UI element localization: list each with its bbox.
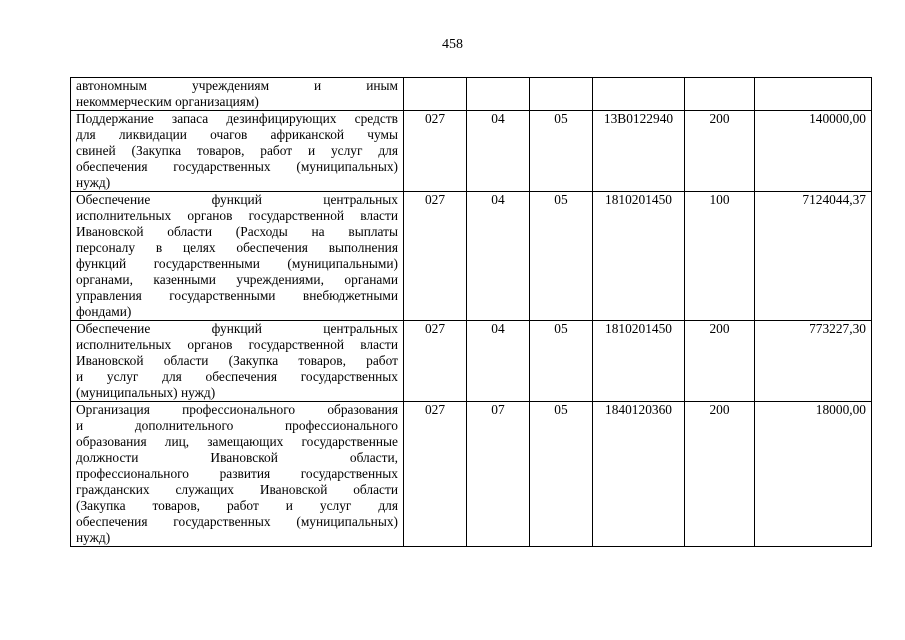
expense-type-cell: 100 xyxy=(685,192,755,321)
description-line: Поддержание запаса дезинфицирующих средств xyxy=(76,111,398,126)
section-cell: 04 xyxy=(467,111,530,192)
description-line: гражданских служащих Ивановской области xyxy=(76,482,398,497)
description-line: образования лиц, замещающих государственные xyxy=(76,434,398,449)
section-cell xyxy=(467,78,530,111)
description-line: исполнительных органов государственной власти xyxy=(76,208,398,223)
amount-cell: 140000,00 xyxy=(755,111,872,192)
grbs-code-cell: 027 xyxy=(404,192,467,321)
budget-table xyxy=(70,77,872,547)
description-line: управления государственными внебюджетными xyxy=(76,288,398,303)
grbs-code-cell xyxy=(404,78,467,111)
description-line: нужд) xyxy=(76,175,111,190)
budget-table-body xyxy=(71,78,872,547)
expense-type-cell: 200 xyxy=(685,111,755,192)
row-description xyxy=(71,192,404,321)
amount-cell xyxy=(755,78,872,111)
page-number: 458 xyxy=(442,37,463,52)
section-cell: 07 xyxy=(467,402,530,547)
description-line: органами, казенными учреждениями, органами xyxy=(76,272,398,287)
description-line: Организация профессионального образования xyxy=(76,402,398,417)
description-line: (Закупка товаров, работ и услуг для xyxy=(76,498,398,513)
description-line: Ивановской области (Расходы на выплаты xyxy=(76,224,398,239)
target-article-cell: 1840120360 xyxy=(593,402,685,547)
description-line: должности Ивановской области, xyxy=(76,450,398,465)
target-article-cell: 13В0122940 xyxy=(593,111,685,192)
table-row xyxy=(71,402,872,547)
description-line: некоммерческим организациям) xyxy=(76,94,259,109)
description-line: обеспечения государственных (муниципальных) xyxy=(76,514,398,529)
description-line: исполнительных органов государственной власти xyxy=(76,337,398,352)
grbs-code-cell: 027 xyxy=(404,402,467,547)
subsection-cell: 05 xyxy=(530,111,593,192)
description-line: обеспечения государственных (муниципальных) xyxy=(76,159,398,174)
description-line: Ивановской области (Закупка товаров, работ xyxy=(76,353,398,368)
row-description xyxy=(71,402,404,547)
amount-cell: 773227,30 xyxy=(755,321,872,402)
description-line: Обеспечение функций центральных xyxy=(76,192,398,207)
grbs-code-cell: 027 xyxy=(404,321,467,402)
description-line: нужд) xyxy=(76,530,111,545)
subsection-cell xyxy=(530,78,593,111)
section-cell: 04 xyxy=(467,192,530,321)
table-row xyxy=(71,111,872,192)
description-line: профессионального развития государственных xyxy=(76,466,398,481)
description-line: автономным учреждениям и иным xyxy=(76,78,398,93)
target-article-cell: 1810201450 xyxy=(593,321,685,402)
target-article-cell xyxy=(593,78,685,111)
description-line: персоналу в целях обеспечения выполнения xyxy=(76,240,398,255)
subsection-cell: 05 xyxy=(530,402,593,547)
row-description xyxy=(71,321,404,402)
target-article-cell: 1810201450 xyxy=(593,192,685,321)
description-line: функций государственными (муниципальными) xyxy=(76,256,398,271)
expense-type-cell: 200 xyxy=(685,321,755,402)
description-line: (муниципальных) нужд) xyxy=(76,385,216,400)
section-cell: 04 xyxy=(467,321,530,402)
description-line: и дополнительного профессионального xyxy=(76,418,398,433)
table-row xyxy=(71,192,872,321)
subsection-cell: 05 xyxy=(530,192,593,321)
expense-type-cell: 200 xyxy=(685,402,755,547)
expense-type-cell xyxy=(685,78,755,111)
amount-cell: 7124044,37 xyxy=(755,192,872,321)
description-line: свиней (Закупка товаров, работ и услуг для xyxy=(76,143,398,158)
description-line: для ликвидации очагов африканской чумы xyxy=(76,127,398,142)
grbs-code-cell: 027 xyxy=(404,111,467,192)
row-description xyxy=(71,111,404,192)
row-description xyxy=(71,78,404,111)
description-line: Обеспечение функций центральных xyxy=(76,321,398,336)
table-row xyxy=(71,78,872,111)
table-row xyxy=(71,321,872,402)
description-line: и услуг для обеспечения государственных xyxy=(76,369,398,384)
amount-cell: 18000,00 xyxy=(755,402,872,547)
subsection-cell: 05 xyxy=(530,321,593,402)
description-line: фондами) xyxy=(76,304,132,319)
